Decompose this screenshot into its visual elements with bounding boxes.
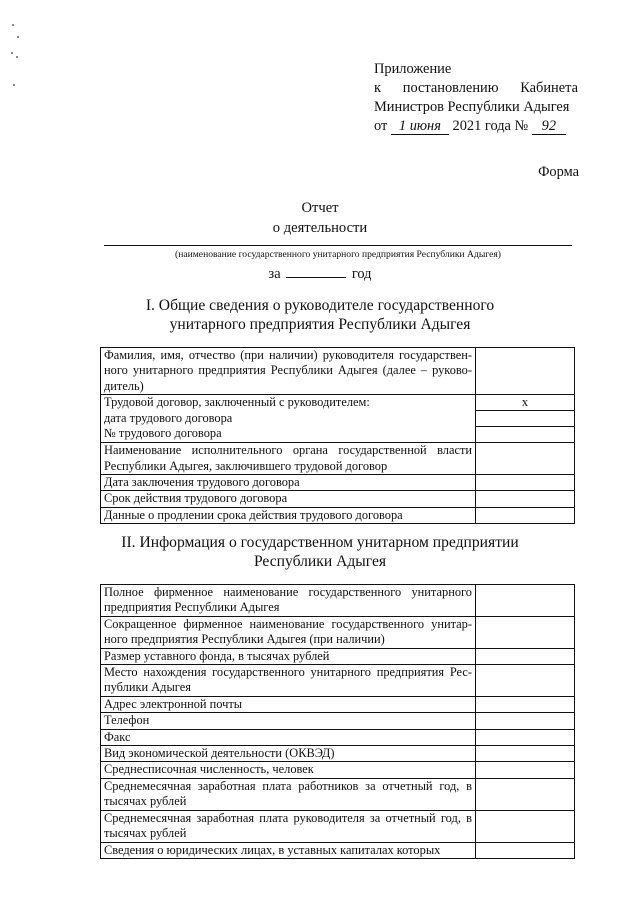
section2-table [100, 584, 575, 859]
table-row [101, 810, 575, 842]
appendix-resolution-line [374, 79, 578, 98]
table-row [101, 778, 575, 810]
form-label: Форма [538, 164, 579, 180]
row-value-cell[interactable] [476, 746, 575, 762]
report-subtitle: о деятельности [272, 220, 368, 236]
speck [16, 56, 18, 58]
row-value-cell[interactable] [476, 475, 575, 491]
row-value-cell[interactable] [476, 585, 575, 617]
row-label: Место нахождения государственного унитарного предприятия Республики Адыгея [101, 665, 476, 697]
table-row [101, 443, 575, 475]
row-label: Фамилия, имя, отчество (при наличии) руководителя государственного унитарного предприятия Республики Адыгея (далее – руководитель) [101, 348, 476, 395]
row-value-cell[interactable] [476, 507, 575, 523]
appendix-authority: Министров Республики Адыгея [374, 99, 570, 115]
section1-table [100, 347, 575, 524]
speck [11, 52, 13, 54]
table-row [101, 585, 575, 617]
appendix-date-line [374, 117, 578, 136]
table-row [101, 665, 575, 697]
contract-number-label: № трудового договора [104, 426, 222, 441]
table-row [101, 842, 575, 858]
table-row [101, 348, 575, 395]
row-value-cell[interactable] [476, 778, 575, 810]
row-value-cell[interactable] [476, 443, 575, 475]
table-row [101, 696, 575, 712]
period-prefix: за [268, 266, 281, 282]
row-value-cell[interactable] [476, 665, 575, 697]
report-period [0, 265, 640, 283]
appendix-word: к [374, 80, 381, 96]
section1-heading-line2: унитарного предприятия Республики Адыгея [169, 316, 471, 333]
row-label: Среднемесячная заработная плата работников за отчетный год, в тысячах рублей [101, 778, 476, 810]
row-label: Вид экономической деятельности (ОКВЭД) [101, 746, 476, 762]
row-label: Факс [101, 729, 476, 745]
row-value-cell[interactable] [476, 616, 575, 648]
report-title: Отчет [301, 200, 339, 216]
contract-number-value[interactable] [476, 426, 574, 442]
speck [13, 84, 15, 86]
contract-label: Трудовой договор, заключенный с руководителем: [104, 395, 370, 410]
row-value-cell[interactable] [476, 729, 575, 745]
row-label: Данные о продлении срока действия трудового договора [101, 507, 476, 523]
table-row [101, 648, 575, 664]
document-number: 92 [532, 119, 566, 135]
speck [17, 36, 19, 38]
row-value-cell[interactable] [476, 348, 575, 395]
row-value-cell[interactable] [476, 491, 575, 507]
section2-heading-line1: II. Информация о государственном унитарном предприятии [121, 534, 519, 551]
table-row [101, 713, 575, 729]
row-value-cell[interactable] [476, 713, 575, 729]
row-label: Срок действия трудового договора [101, 491, 476, 507]
row-value-cell[interactable] [476, 810, 575, 842]
date-prefix: от [374, 118, 388, 134]
row-label: Телефон [101, 713, 476, 729]
table-row [101, 507, 575, 523]
row-value-cell [476, 395, 575, 443]
row-label: Размер уставного фонда, в тысячах рублей [101, 648, 476, 664]
period-year-field[interactable] [286, 265, 346, 278]
period-suffix: год [351, 266, 372, 282]
appendix-word: постановлению [402, 80, 499, 96]
enterprise-name-line[interactable] [104, 245, 572, 246]
appendix-title: Приложение [374, 61, 452, 77]
section2-heading-line2: Республики Адыгея [253, 553, 387, 570]
contract-date-label: дата трудового договора [104, 410, 233, 425]
row-label: Сокращенное фирменное наименование государственного унитарного предприятия Республики Адыгея (при наличии) [101, 616, 476, 648]
row-label: Сведения о юридических лицах, в уставных капиталах которых [101, 842, 476, 858]
appendix-block [374, 60, 578, 136]
row-label: Адрес электронной почты [101, 696, 476, 712]
row-label [101, 395, 476, 443]
row-label: Среднемесячная заработная плата руководителя за отчетный год, в тысячах рублей [101, 810, 476, 842]
table-row [101, 491, 575, 507]
table-row [101, 746, 575, 762]
speck [12, 24, 14, 26]
date-day-month: 1 июня [391, 119, 449, 135]
enterprise-name-caption: (наименование государственного унитарного предприятия Республики Адыгея) [175, 249, 501, 260]
table-row [101, 395, 575, 443]
row-label: Полное фирменное наименование государственного унитарного предприятия Республики Адыгея [101, 585, 476, 617]
table-row [101, 762, 575, 778]
row-value-cell[interactable] [476, 762, 575, 778]
row-label: Дата заключения трудового договора [101, 475, 476, 491]
section1-heading-line1: I. Общие сведения о руководителе государственного [145, 297, 495, 314]
row-value-cell[interactable] [476, 842, 575, 858]
table-row [101, 729, 575, 745]
contract-date-value[interactable] [476, 410, 574, 426]
table-row [101, 475, 575, 491]
row-label: Наименование исполнительного органа государственной власти Республики Адыгея, заключившего трудовой договор [101, 443, 476, 475]
row-label: Среднесписочная численность, человек [101, 762, 476, 778]
row-value-cell[interactable] [476, 648, 575, 664]
row-value-cell[interactable] [476, 696, 575, 712]
contract-mark: х [521, 395, 529, 410]
scan-specks [10, 22, 24, 92]
table-row [101, 616, 575, 648]
appendix-word: Кабинета [520, 80, 578, 96]
date-suffix: 2021 года № [452, 118, 529, 134]
